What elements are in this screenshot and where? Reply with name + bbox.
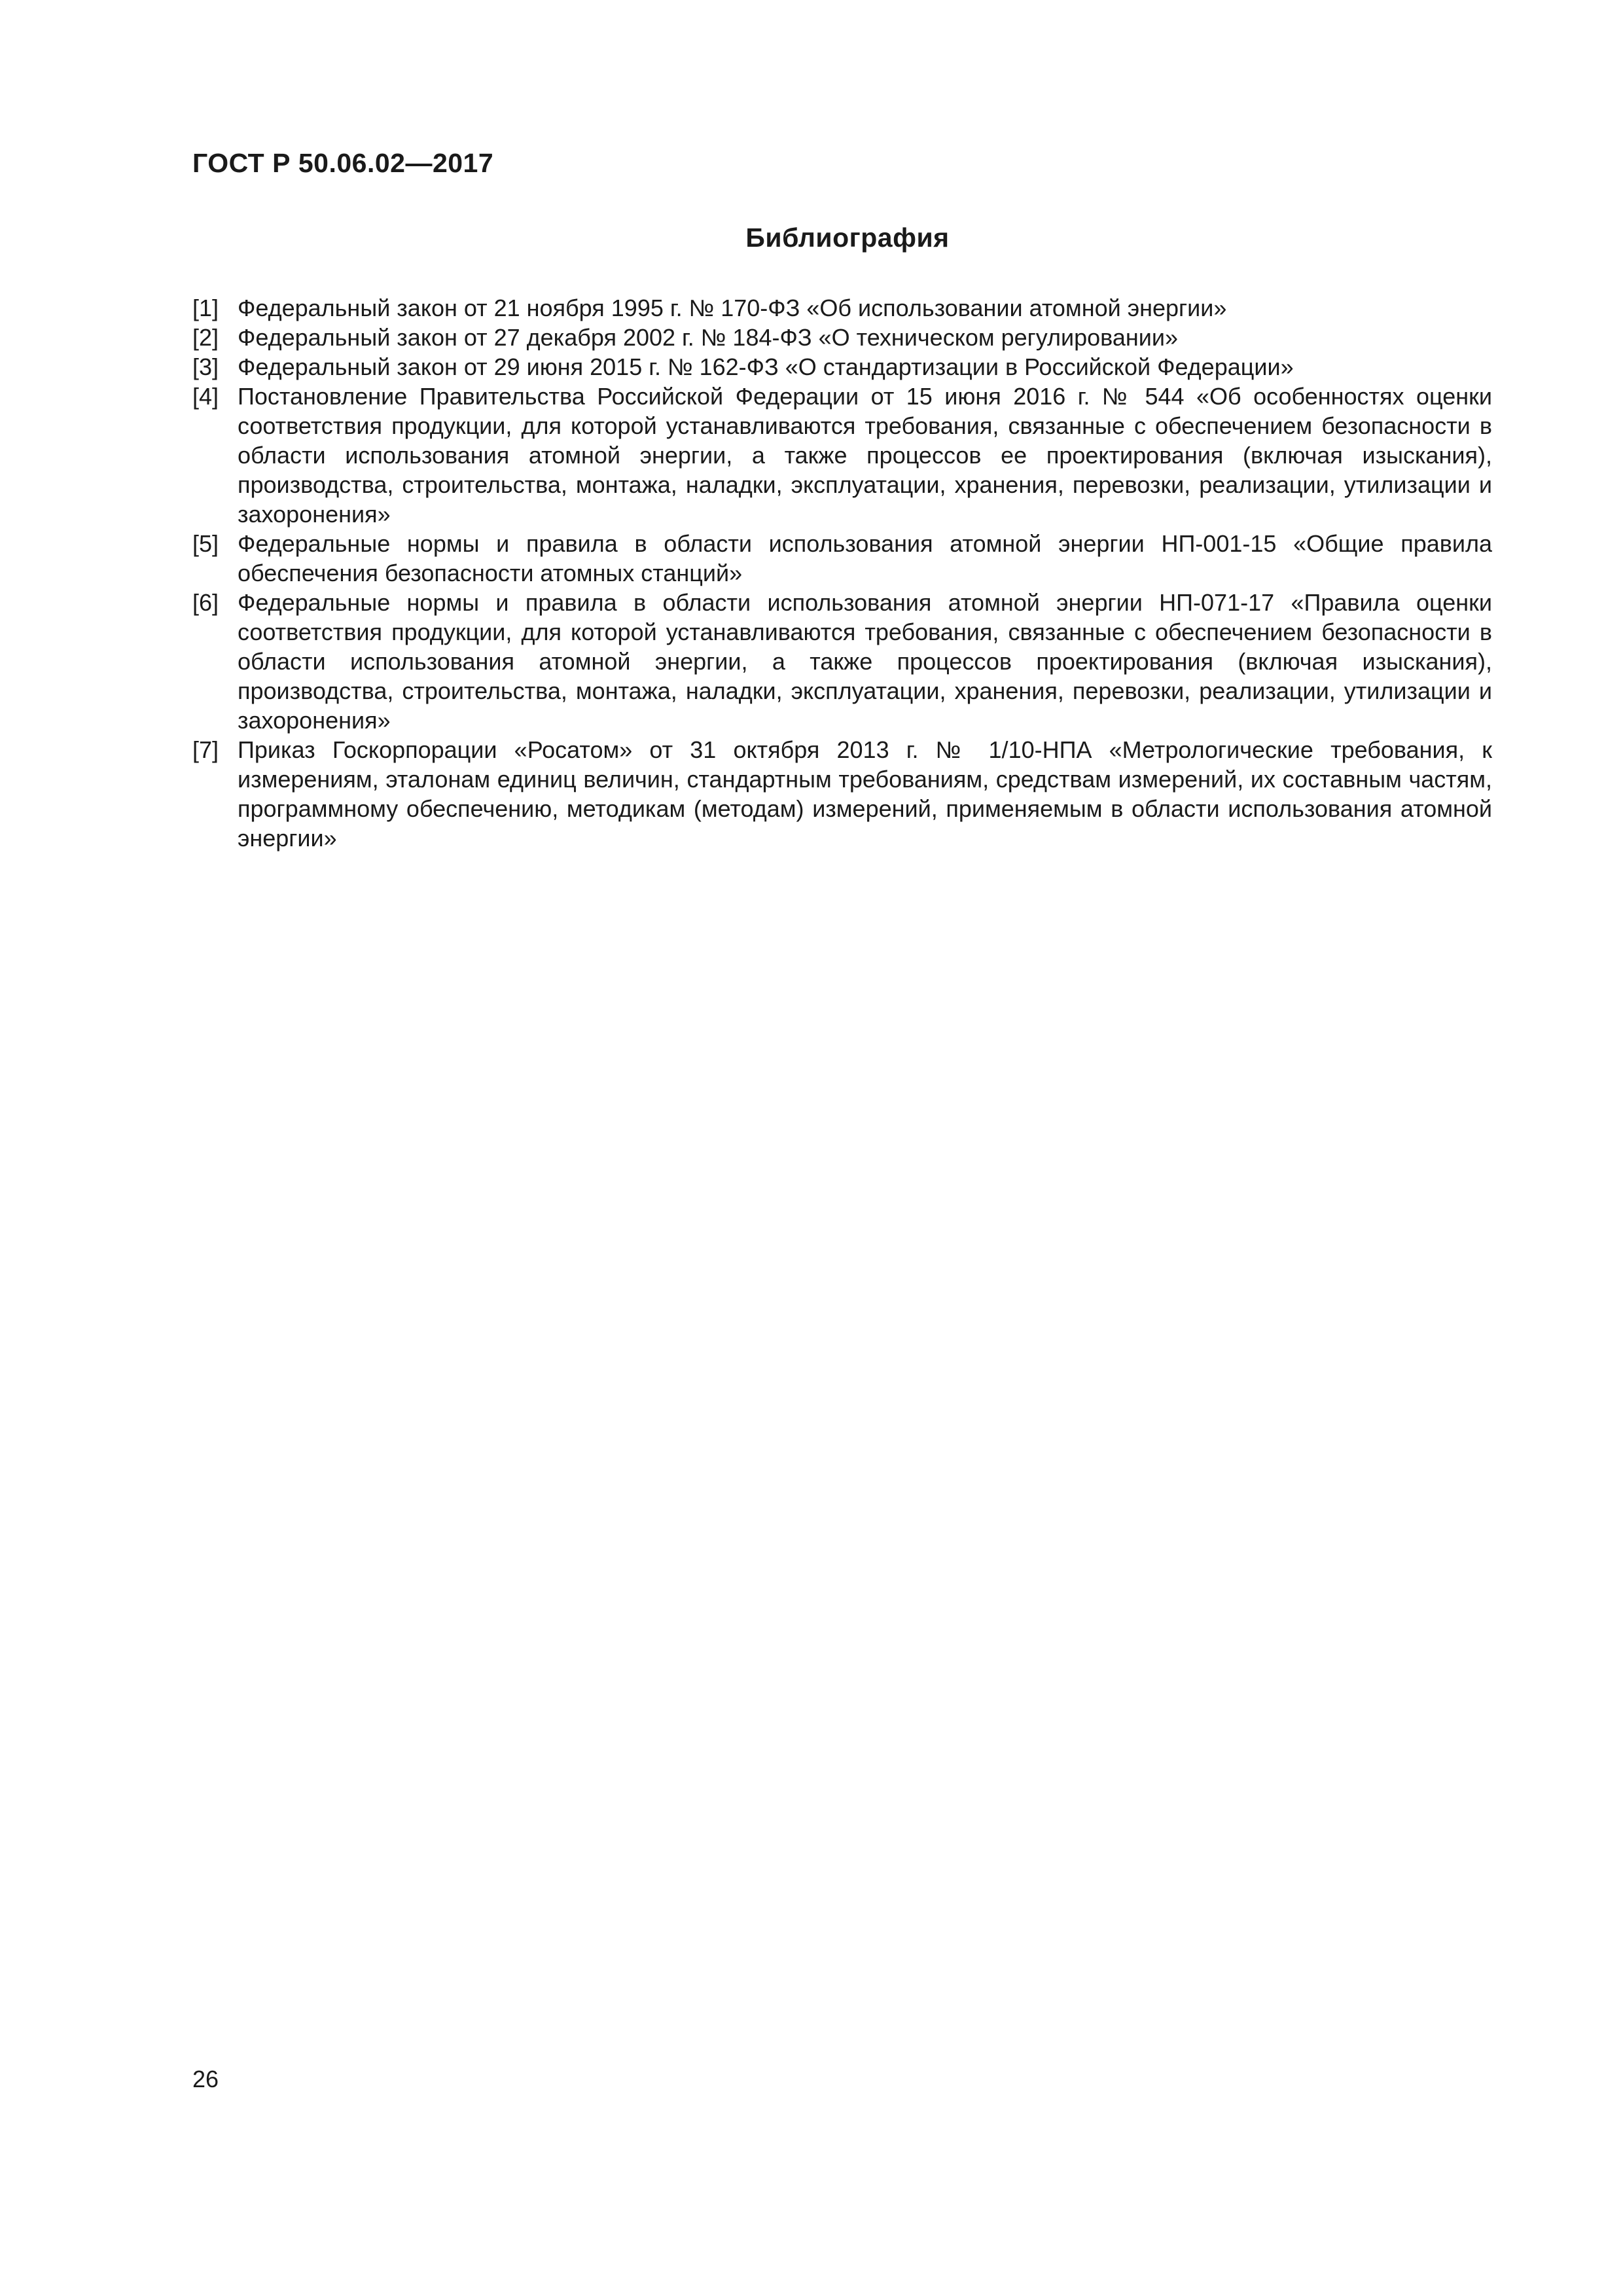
- bibliography-item-3: [192, 352, 1492, 382]
- bibliography-item-4: [192, 382, 1492, 529]
- bibliography-number: [5]: [192, 530, 219, 557]
- section-title: Библиография: [745, 223, 950, 253]
- bibliography-text: Федеральные нормы и правила в области использования атомной энергии НП-001-15 «Общие правила обеспечения безопасности атомных станций»: [238, 530, 1492, 586]
- bibliography-list: [192, 293, 1492, 853]
- bibliography-number: [4]: [192, 383, 219, 410]
- bibliography-text: Федеральный закон от 27 декабря 2002 г. № 184-ФЗ «О техническом регулировании»: [238, 324, 1179, 351]
- bibliography-item-2: [192, 323, 1492, 352]
- bibliography-item-1: [192, 293, 1492, 323]
- page-number: 26: [192, 2066, 219, 2092]
- bibliography-number: [6]: [192, 589, 219, 616]
- bibliography-number: [7]: [192, 736, 219, 763]
- bibliography-item-7: [192, 735, 1492, 853]
- bibliography-text: Постановление Правительства Российской Федерации от 15 июня 2016 г. № 544 «Об особенностях оценки соответствия продукции, для которой устанавливаются требования, связанные с обеспечением безопасности в области использования атомной энергии, а также процессов ее проектирования (включая изыскания), производства, строительства, монтажа, наладки, эксплуатации, хранения, перевозки, реализации, утилизации и захоронения»: [238, 383, 1492, 528]
- bibliography-text: Приказ Госкорпорации «Росатом» от 31 октября 2013 г. № 1/10-НПА «Метрологические требования, к измерениям, эталонам единиц величин, стандартным требованиям, средствам измерений, их составным частям, программному обеспечению, методикам (методам) измерений, применяемым в области использования атомной энергии»: [238, 736, 1492, 852]
- bibliography-number: [2]: [192, 324, 219, 351]
- bibliography-item-5: [192, 529, 1492, 588]
- bibliography-text: Федеральный закон от 21 ноября 1995 г. № 170-ФЗ «Об использовании атомной энергии»: [238, 295, 1227, 321]
- bibliography-number: [3]: [192, 353, 219, 380]
- bibliography-number: [1]: [192, 295, 219, 321]
- bibliography-text: Федеральные нормы и правила в области использования атомной энергии НП-071-17 «Правила оценки соответствия продукции, для которой устанавливаются требования, связанные с обеспечением безопасности в области использования атомной энергии, а также процессов проектирования (включая изыскания), производства, строительства, монтажа, наладки, эксплуатации, хранения, перевозки, реализации, утилизации и захоронения»: [238, 589, 1492, 734]
- bibliography-item-6: [192, 588, 1492, 735]
- document-header: ГОСТ Р 50.06.02—2017: [192, 148, 494, 178]
- bibliography-text: Федеральный закон от 29 июня 2015 г. № 162-ФЗ «О стандартизации в Российской Федерации»: [238, 353, 1294, 380]
